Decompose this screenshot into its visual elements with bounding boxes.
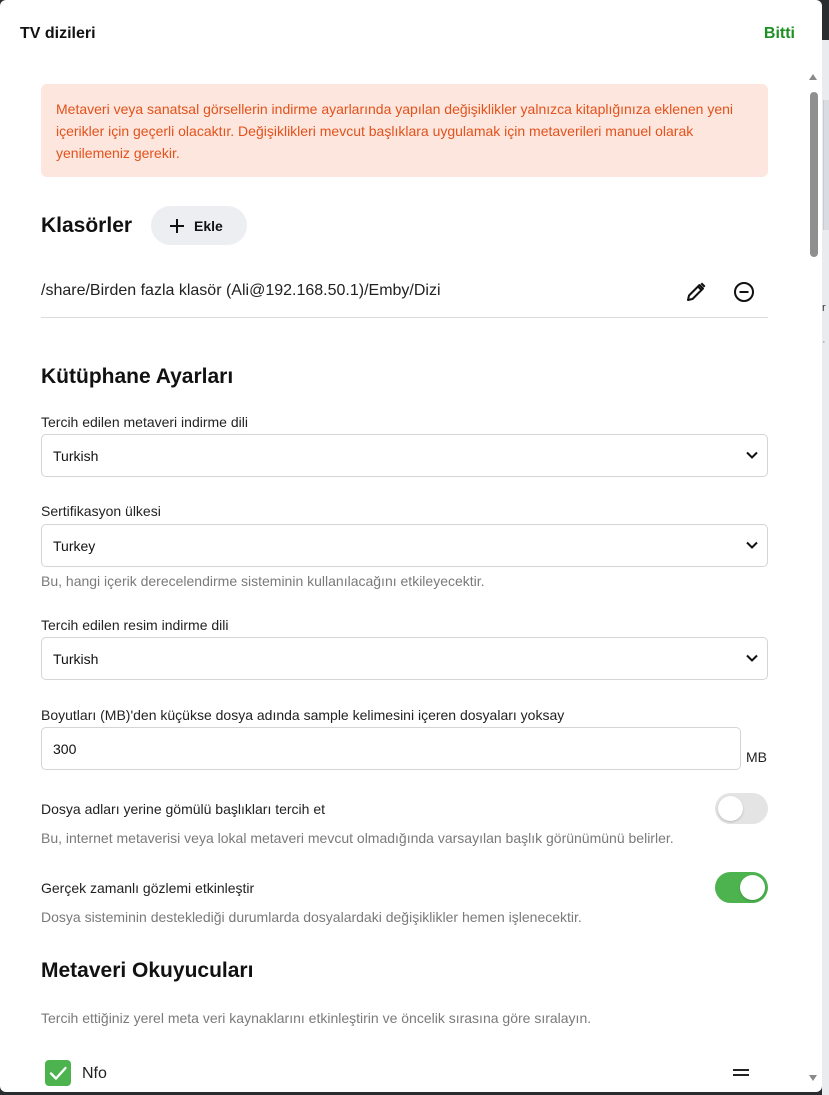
scrollbar-thumb[interactable]	[810, 92, 818, 257]
toggle-knob	[740, 875, 765, 900]
backdrop-text-fragment: r	[822, 302, 826, 314]
certification-country-help: Bu, hangi içerik derecelendirme sisteminin kullanılacağını etkileyecektir.	[41, 573, 485, 589]
sample-size-unit: MB	[746, 749, 767, 765]
nfo-checkbox[interactable]	[45, 1060, 71, 1086]
dialog-header	[0, 0, 822, 70]
scrollbar[interactable]	[805, 70, 822, 1092]
realtime-monitor-label: Gerçek zamanlı gözlemi etkinleştir	[41, 880, 255, 896]
dialog-title: TV dizileri	[20, 25, 96, 42]
nfo-reader-label: Nfo	[82, 1065, 107, 1082]
certification-country-select[interactable]	[41, 524, 768, 567]
sample-size-input[interactable]: 300	[41, 727, 741, 770]
library-settings-title: Kütüphane Ayarları	[41, 365, 234, 388]
scroll-up-arrow-icon[interactable]	[809, 74, 817, 80]
realtime-monitor-help: Dosya sisteminin desteklediği durumlarda dosyalardaki değişiklikler hemen işlenecektir.	[41, 909, 582, 925]
embedded-titles-label: Dosya adları yerine gömülü başlıkları tercih et	[41, 801, 326, 817]
chevron-down-icon	[745, 651, 759, 665]
done-button[interactable]: Bitti	[763, 25, 795, 42]
chevron-down-icon	[745, 538, 759, 552]
backdrop-right-edge	[822, 40, 829, 1095]
metadata-language-select[interactable]	[41, 434, 768, 477]
backdrop-text-fragment: ·	[822, 336, 826, 348]
chevron-down-icon	[745, 448, 759, 462]
backdrop-thumbnail	[823, 100, 829, 230]
sample-ignore-label: Boyutları (MB)'den küçükse dosya adında sample kelimesini içeren dosyaları yoksay	[41, 707, 565, 723]
toggle-knob	[718, 796, 743, 821]
certification-country-label: Sertifikasyon ülkesi	[41, 503, 161, 519]
certification-country-value: Turkey	[53, 537, 96, 554]
folder-path: /share/Birden fazla klasör (Ali@192.168.50.1)/Emby/Dizi	[41, 282, 441, 299]
folders-section-title: Klasörler	[41, 214, 133, 237]
embedded-titles-help: Bu, internet metaverisi veya lokal metaveri mevcut olmadığında varsayılan başlık görünümünü belirler.	[41, 830, 674, 846]
remove-circle-icon[interactable]	[732, 280, 756, 304]
checkmark-icon	[45, 1060, 71, 1086]
embedded-titles-toggle[interactable]	[715, 793, 768, 824]
metadata-readers-title: Metaveri Okuyucuları	[41, 959, 254, 982]
metadata-warning-notice: Metaveri veya sanatsal görsellerin indirme ayarlarında yapılan değişiklikler yalnızca kitaplığınıza eklenen yeni içerikler için geçerli olacaktır. Değişiklikleri mevcut başlıklara uygulamak için metaverileri manuel olarak yenilemeniz gerekir.	[41, 84, 768, 177]
image-language-label: Tercih edilen resim indirme dili	[41, 617, 229, 633]
add-folder-button[interactable]	[151, 206, 247, 245]
folder-list-item	[41, 264, 768, 318]
metadata-language-value: Turkish	[53, 447, 99, 464]
scroll-down-arrow-icon[interactable]	[809, 1075, 817, 1081]
metadata-readers-description: Tercih ettiğiniz yerel meta veri kaynaklarını etkinleştirin ve öncelik sırasına göre sıralayın.	[41, 1010, 592, 1026]
realtime-monitor-toggle[interactable]	[715, 872, 768, 903]
add-folder-label: Ekle	[194, 217, 223, 234]
metadata-language-label: Tercih edilen metaveri indirme dili	[41, 414, 248, 430]
image-language-value: Turkish	[53, 650, 99, 667]
plus-icon	[170, 219, 184, 233]
edit-pencil-icon[interactable]	[684, 280, 708, 304]
drag-handle-icon[interactable]	[733, 1068, 749, 1077]
image-language-select[interactable]	[41, 637, 768, 680]
